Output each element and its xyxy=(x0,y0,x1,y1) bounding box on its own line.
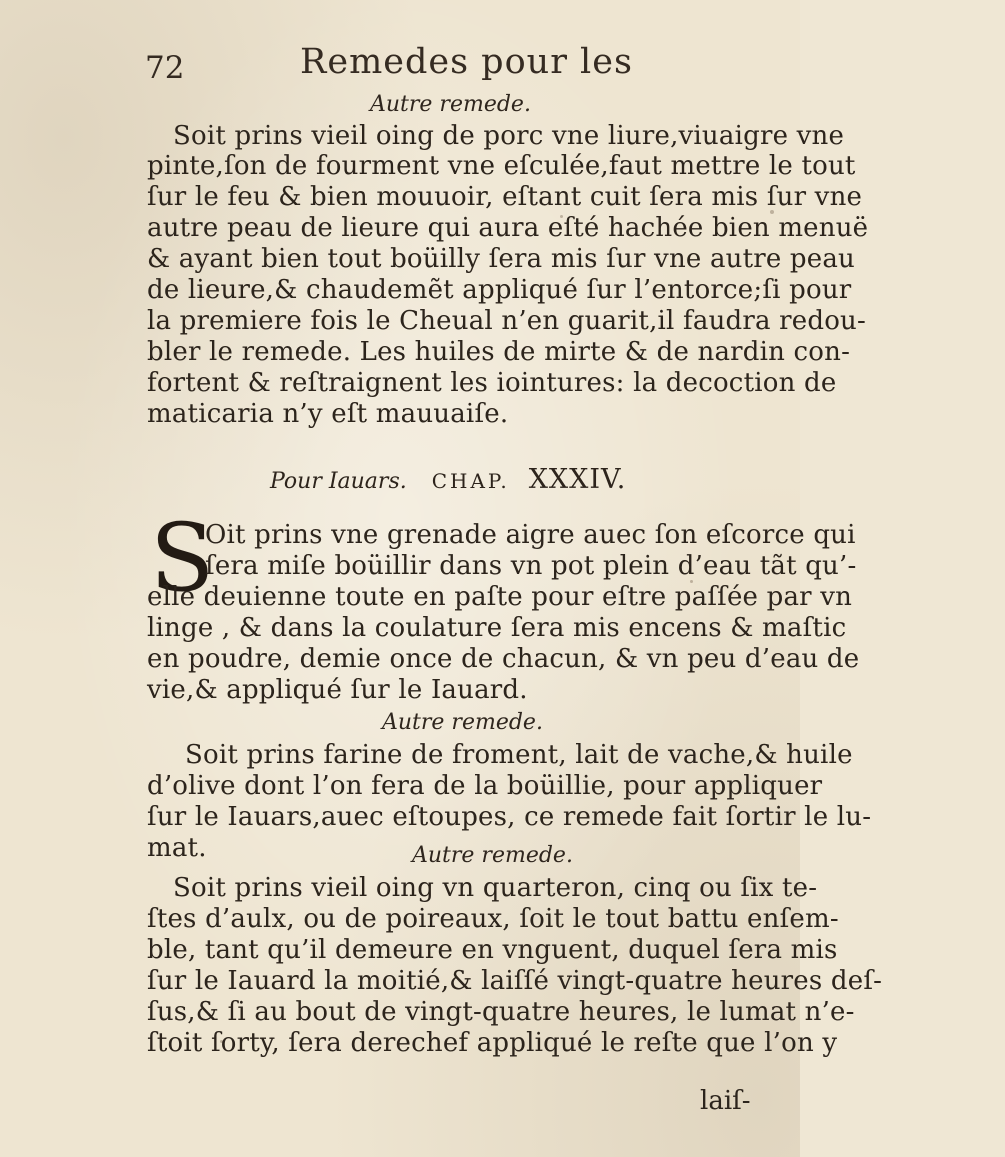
text-line: & ayant bien tout boüilly ſera mis ſur vne autre peau xyxy=(147,244,855,274)
text-line: ſur le Iauars,auec eſtoupes, ce remede fait ſortir le lu- xyxy=(147,802,872,832)
text-line: bler le remede. Les huiles de mirte & de nardin con- xyxy=(147,337,851,367)
text-line: pinte,ſon de fourment vne eſculée,faut mettre le tout xyxy=(147,151,856,181)
text-line: ſtoit ſorty, ſera derechef appliqué le reſte que l’on y xyxy=(147,1028,838,1058)
text-line: autre peau de lieure qui aura eſté hachée bien menuë xyxy=(147,213,869,243)
text-line: en poudre, demie once de chacun, & vn peu d’eau de xyxy=(147,644,860,674)
text-line: Soit prins farine de froment, lait de vache,& huile xyxy=(185,740,853,770)
text-line: ſera miſe boüillir dans vn pot plein d’eau tãt qu’- xyxy=(205,551,857,581)
section-heading: Autre remede. xyxy=(382,710,543,735)
text-line: Soit prins vieil oing vn quarteron, cinq ou ſix te- xyxy=(173,873,818,903)
chapter-label: CHAP. xyxy=(431,469,510,493)
page-number: 72 xyxy=(145,50,185,86)
chapter-number: XXXIV. xyxy=(528,464,627,495)
text-line: elle deuienne toute en paſte pour eſtre paſſée par vn xyxy=(147,582,853,612)
text-line: ſtes d’aulx, ou de poireaux, ſoit le tout battu enſem- xyxy=(147,904,839,934)
text-line: la premiere fois le Cheual n’en guarit,il faudra redou- xyxy=(147,306,866,336)
text-line: linge , & dans la coulature ſera mis encens & maſtic xyxy=(147,613,847,643)
section-heading: Autre remede. xyxy=(412,843,573,868)
text-line: d’olive dont l’on fera de la boüillie, pour appliquer xyxy=(147,771,823,801)
text-line: ble, tant qu’il demeure en vnguent, duquel ſera mis xyxy=(147,935,838,965)
text-line: vie,& appliqué ſur le Iauard. xyxy=(147,675,528,705)
text-line: fortent & reſtraignent les iointures: la decoction de xyxy=(147,368,837,398)
text-line: Soit prins vieil oing de porc vne liure,viuaigre vne xyxy=(173,121,845,151)
section-heading: Autre remede. xyxy=(370,92,531,117)
text-line: maticaria n’y eſt mauuaiſe. xyxy=(147,399,509,429)
catchword: laiſ- xyxy=(700,1086,751,1116)
text-line: ſus,& ſi au bout de vingt-quatre heures, le lumat n’e- xyxy=(147,997,855,1027)
chapter-heading xyxy=(270,466,626,496)
text-line: mat. xyxy=(147,833,207,863)
text-line: ſur le Iauard la moitié,& laiſſé vingt-quatre heures deſ- xyxy=(147,966,883,996)
text-line: ſur le feu & bien mouuoir, eſtant cuit ſera mis ſur vne xyxy=(147,182,863,212)
running-head: Remedes pour les xyxy=(300,42,633,82)
drop-cap: S xyxy=(150,504,215,613)
chapter-title: Pour Iauars. xyxy=(270,469,407,494)
text-line: de lieure,& chaudemẽt appliqué ſur l’entorce;ſi pour xyxy=(147,275,852,305)
text-line: Oit prins vne grenade aigre auec ſon eſcorce qui xyxy=(205,520,856,550)
